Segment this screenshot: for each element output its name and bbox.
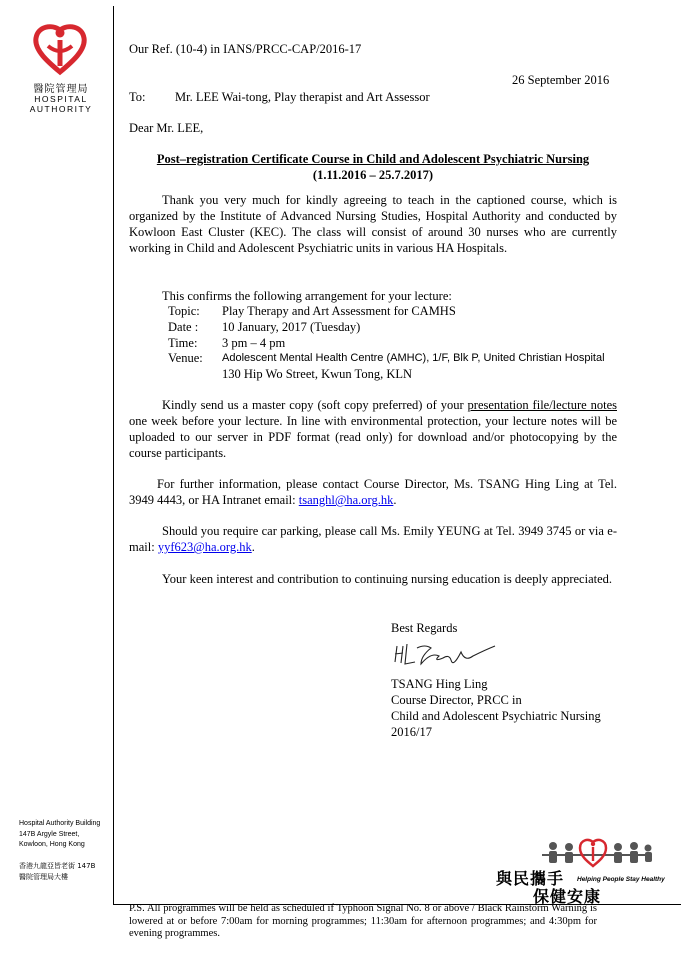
presentation-notes-text: presentation file/lecture notes (467, 398, 617, 412)
address-line: 147B Argyle Street, (19, 830, 80, 838)
paragraph-text: . (393, 493, 397, 507)
recipient-name: Mr. LEE Wai-tong, Play therapist and Art Assessor (175, 90, 430, 104)
signatory-year: 2016/17 (391, 725, 432, 739)
org-name-line2: AUTHORITY (29, 104, 93, 114)
topic-label: Topic: (168, 304, 200, 318)
salutation: Dear Mr. LEE, (129, 121, 204, 135)
paragraph-contact (129, 476, 617, 508)
paragraph-text: one week before your lecture. In line with environmental protection, your lecture notes will be uploaded to our server in PDF format (read only) for download and/or photocopying by the course participants. (129, 414, 617, 460)
footer-postscript: P.S. All programmes will be held as scheduled if Typhoon Signal No. 8 or above / Black Rainstorm Warning is lowered at or before 7:00am for morning programmes; 11:30am for afternoon programmes; and 4:30pm for evening programmes. (129, 903, 597, 939)
letter-date: 26 September 2016 (512, 73, 610, 87)
paragraph-lecture-notes (129, 397, 617, 461)
address-line: Kowloon, Hong Kong (19, 841, 85, 848)
signatory-title: Course Director, PRCC in (391, 693, 522, 707)
closing-regards: Best Regards (391, 621, 458, 635)
org-name-line1: HOSPITAL (34, 94, 88, 104)
address-chinese (19, 861, 111, 882)
reference-number: Our Ref. (10-4) in IANS/PRCC-CAP/2016-17 (129, 42, 362, 56)
venue-label: Venue: (168, 351, 203, 365)
address-english (19, 819, 111, 851)
paragraph-text: Kindly send us a master copy (soft copy preferred) of your (162, 398, 468, 412)
slogan-english: Helping People Stay Healthy (577, 876, 665, 883)
paragraph-text: For further information, please contact Course Director, Ms. TSANG Hing Ling at Tel. 3949 4443, or HA Intranet email: (129, 477, 617, 507)
handwritten-signature-icon (391, 638, 501, 674)
slogan-chinese-line2: 保健安康 (533, 887, 602, 906)
paragraph-parking (129, 523, 617, 555)
course-director-email-link[interactable]: tsanghl@ha.org.hk (298, 493, 394, 507)
paragraph-appreciation: Your keen interest and contribution to continuing nursing education is deeply appreciated. (162, 572, 613, 586)
subject-dates: (1.11.2016 – 25.7.2017) (312, 168, 434, 182)
date-value: 10 January, 2017 (Tuesday) (222, 320, 361, 334)
paragraph-intro: Thank you very much for kindly agreeing to teach in the captioned course, which is organized by the Institute of Advanced Nursing Studies, Hospital Authority and conducted by Kowloon East Cluster (KEC). The class will consist of around 30 nurses who are currently working in Child and Adolescent Psychiatric units in various HA Hospitals. (129, 193, 617, 255)
date-label: Date : (168, 320, 199, 334)
org-name-chinese: 醫院管理局 (33, 84, 89, 95)
hospital-authority-logo-icon (30, 24, 90, 76)
recipient-label: To: (129, 90, 146, 104)
time-label: Time: (168, 336, 198, 350)
parking-contact-email-link[interactable]: yyf623@ha.org.hk (157, 540, 252, 554)
time-value: 3 pm – 4 pm (222, 336, 286, 350)
paragraph-text: Should you require car parking, please call Ms. Emily YEUNG at Tel. 3949 3745 or via e-mail: (129, 524, 617, 554)
address-line: 香港九龍亞皆老街 147B (19, 862, 96, 870)
topic-value: Play Therapy and Art Assessment for CAMHS (222, 304, 456, 318)
subject-title: Post–registration Certificate Course in Child and Adolescent Psychiatric Nursing (156, 152, 590, 166)
venue-line2: 130 Hip Wo Street, Kwun Tong, KLN (222, 367, 413, 381)
margin-divider-vertical (113, 6, 114, 904)
signatory-name: TSANG Hing Ling (391, 677, 488, 691)
venue-line1: Adolescent Mental Health Centre (AMHC), 1/F, Blk P, United Christian Hospital (222, 352, 605, 364)
arrangement-intro: This confirms the following arrangement for your lecture: (162, 289, 452, 303)
address-line: 醫院管理局大樓 (19, 872, 68, 881)
address-line: Hospital Authority Building (19, 820, 101, 827)
slogan-chinese-line1: 與民攜手 (496, 869, 565, 888)
signatory-course: Child and Adolescent Psychiatric Nursing (391, 709, 601, 723)
subject-heading (129, 151, 617, 183)
paragraph-text: . (251, 540, 255, 554)
